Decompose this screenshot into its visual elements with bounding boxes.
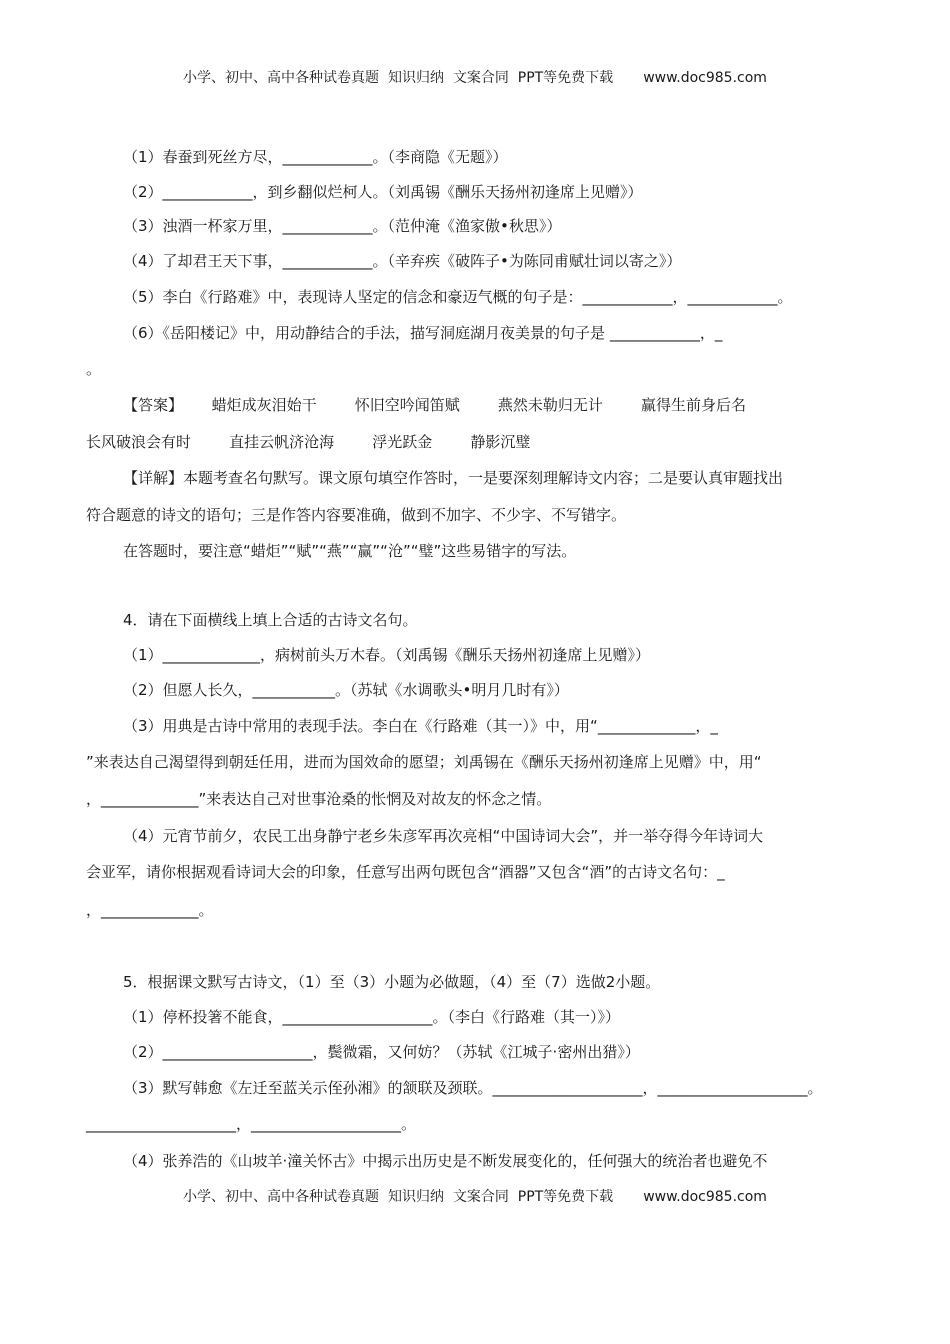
text-line: （3）用典是古诗中常用的表现手法。李白在《行路难（其一）》中，用“_____________，_ (123, 717, 718, 735)
text-line: ，_____________”来表达自己对世事沧桑的怅惘及对故友的怀念之情。 (86, 790, 552, 808)
text-line: （1）春蚕到死丝方尽，____________。（李商隐《无题》） (123, 148, 508, 166)
text-line: （3）浊酒一杯家万里，____________。（范仲淹《渔家傲•秋思》） (123, 217, 562, 235)
text-line: ，_____________。 (86, 901, 214, 919)
text-line: ”来表达自己渴望得到朝廷任用，进而为国效命的愿望；刘禹锡在《酬乐天扬州初逢席上见赠》中，用“ (86, 753, 762, 771)
text-line: （6）《岳阳楼记》中，用动静结合的手法，描写洞庭湖月夜美景的句子是 ____________，_ (123, 324, 723, 342)
header-text: 小学、初中、高中各种试卷真题 知识归纳 文案合同 PPT等免费下载 (183, 70, 614, 86)
question-title: 4．请在下面横线上填上合适的古诗文名句。 (123, 611, 418, 629)
text-line: （1）停杯投箸不能食，____________________。（李白《行路难（其一）》） (123, 1008, 621, 1026)
text-line: （4）了却君王天下事，____________。（辛弃疾《破阵子•为陈同甫赋壮词以寄之》） (123, 252, 682, 270)
text-line: 。 (86, 360, 102, 378)
text-line: （3）默写韩愈《左迁至蓝关示侄孙湘》的颔联及颈联。____________________，____________________。 (123, 1079, 823, 1097)
explanation-line: 【详解】本题考查名句默写。课文原句填空作答时，一是要深刻理解诗文内容；二是要认真审题找出 (123, 469, 784, 487)
answer-line: 长风破浪会有时 直挂云帆济沧海 浮光跃金 静影沉璧 (86, 433, 531, 451)
footer-site[interactable]: www.doc985.com (643, 1189, 767, 1205)
text-line: （2）但愿人长久，___________。（苏轼《水调歌头•明月几时有》） (123, 681, 569, 699)
text-line: （1）_____________，病树前头万木春。（刘禹锡《酬乐天扬州初逢席上见赠》） (123, 646, 651, 664)
text-line: （4）元宵节前夕，农民工出身静宁老乡朱彦军再次亮相“中国诗词大会”，并一举夺得今年诗词大 (123, 827, 764, 845)
footer-text: 小学、初中、高中各种试卷真题 知识归纳 文案合同 PPT等免费下载 (183, 1189, 614, 1205)
answer-line: 【答案】 蜡炬成灰泪始干 怀旧空吟闻笛赋 燕然未勒归无计 赢得生前身后名 (123, 396, 747, 414)
explanation-line: 符合题意的诗文的语句；三是作答内容要准确，做到不加字、不少字、不写错字。 (86, 506, 627, 524)
text-line: ____________________，____________________。 (86, 1115, 417, 1133)
text-line: （5）李白《行路难》中，表现诗人坚定的信念和豪迈气概的句子是：____________，____________。 (123, 288, 793, 306)
text-line: （4）张养浩的《山坡羊·潼关怀古》中揭示出历史是不断发展变化的，任何强大的统治者也避免不 (123, 1152, 768, 1170)
question-title: 5．根据课文默写古诗文，（1）至（3）小题为必做题，（4）至（7）选做2小题。 (123, 973, 661, 991)
text-line: （2）____________________，鬓微霜，又何妨？（苏轼《江城子·密州出猎》） (123, 1043, 640, 1061)
page-footer (0, 1187, 950, 1207)
header-site[interactable]: www.doc985.com (643, 70, 767, 86)
page-header (0, 68, 950, 88)
text-line: （2）____________，到乡翻似烂柯人。（刘禹锡《酬乐天扬州初逢席上见赠》） (123, 183, 643, 201)
explanation-line: 在答题时，要注意“蜡炬”“赋”“燕”“赢”“沧”“璧”这些易错字的写法。 (123, 542, 577, 560)
text-line: 会亚军，请你根据观看诗词大会的印象，任意写出两句既包含“酒器”又包含“酒”的古诗文名句：_ (86, 863, 725, 881)
